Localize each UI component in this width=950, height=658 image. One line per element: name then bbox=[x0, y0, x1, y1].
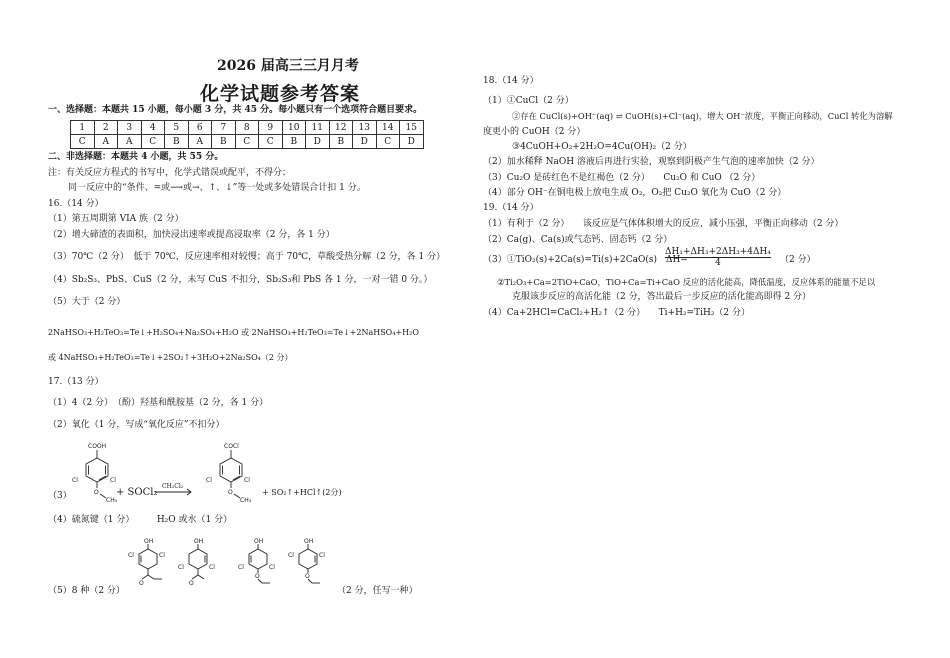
q17-part3-label: （3） bbox=[48, 491, 72, 501]
q18-answer-1: （1）①CuCl（2 分） bbox=[483, 96, 574, 106]
q17-heading: 17.（13 分） bbox=[48, 377, 104, 387]
q17-answer-5: （5）8 种（2 分） bbox=[48, 586, 125, 596]
answer-number-cell: 12 bbox=[329, 121, 353, 135]
note-line-2: 同一反应中的“条件、=或⟶或→、↑、↓”等一处或多处错误合计扣 1 分。 bbox=[68, 183, 366, 193]
exam-title: 2026 届高三三月月考 bbox=[217, 58, 359, 74]
answer-number-cell: 1 bbox=[71, 121, 95, 135]
iso1-cl-left: Cl bbox=[128, 552, 134, 559]
mol2-ch3-label: CH₃ bbox=[240, 497, 252, 504]
reaction-condition: CH₂Cl₂ bbox=[162, 483, 184, 490]
reaction-arrow bbox=[155, 488, 195, 496]
answer-key-cell: C bbox=[259, 135, 283, 149]
q19-answer-2: （2）Ca(g)、Ca(s)或气态钙、固态钙（2 分） bbox=[483, 235, 673, 245]
answer-key-cell: D bbox=[400, 135, 424, 149]
answer-number-row bbox=[71, 121, 424, 135]
mol1-cl-right: Cl bbox=[110, 477, 116, 484]
q16-heading: 16.（14 分） bbox=[48, 199, 104, 209]
answer-number-cell: 4 bbox=[141, 121, 165, 135]
mol2-cocl-label: COCl bbox=[224, 443, 239, 450]
q16-answer-4: （4）Sb₂S₃、PbS、CuS（2 分，未写 CuS 不扣分，Sb₂S₃和 PbS 各 1 分，一对一错 0 分。） bbox=[48, 275, 433, 285]
q17-answer-2: （2）氧化（1 分，写成“氧化反应”不扣分） bbox=[48, 420, 225, 430]
q18-answer-6: （3）Cu₂O 是砖红色不是红褐色（2 分） Cu₂O 和 CuO （2 分） bbox=[483, 173, 761, 183]
product-structure bbox=[206, 442, 256, 504]
iso3-cl-right: Cl bbox=[269, 564, 275, 571]
answer-key-cell: C bbox=[71, 135, 95, 149]
iso4-o-label: O bbox=[305, 573, 310, 580]
mol1-o-label: O bbox=[94, 489, 99, 496]
iso4-cl-right: Cl bbox=[319, 552, 325, 559]
mol1-cooh-label: COOH bbox=[88, 443, 107, 450]
answer-number-cell: 2 bbox=[94, 121, 118, 135]
isomer-structure-2 bbox=[176, 537, 220, 587]
answer-key-cell: C bbox=[141, 135, 165, 149]
iso2-o-label: O bbox=[189, 580, 194, 587]
q19-answer-6: （4）Ca+2HCl=CaCl₂+H₂↑（2 分） Ti+H₂=TiH₂（2 分） bbox=[483, 308, 750, 318]
q17-answer-1: （1）4（2 分） （酚）羟基和酰胺基（2 分，各 1 分） bbox=[48, 398, 269, 408]
iso1-o-label: O bbox=[139, 580, 144, 587]
isomer-structure-3 bbox=[236, 537, 280, 587]
answer-number-cell: 15 bbox=[400, 121, 424, 135]
answer-number-cell: 14 bbox=[376, 121, 400, 135]
q16-answer-1: （1）第五周期第 VIA 族（2 分） bbox=[48, 214, 184, 224]
answer-title: 化学试题参考答案 bbox=[200, 83, 361, 105]
answer-number-cell: 7 bbox=[212, 121, 236, 135]
answer-key-cell: B bbox=[165, 135, 189, 149]
iso2-cl-right: Cl bbox=[209, 564, 215, 571]
note-line-1: 注：有关反应方程式的书写中，化学式错误或配平，不得分； bbox=[48, 168, 292, 178]
mol1-ch3-label: CH₃ bbox=[106, 497, 118, 504]
answer-number-cell: 10 bbox=[282, 121, 306, 135]
answer-number-cell: 13 bbox=[353, 121, 377, 135]
q18-answer-2: ②存在 CuCl(s)+OH⁻(aq) ⇌ CuOH(s)+Cl⁻(aq)，增大 OH⁻浓度，平衡正向移动，CuCl 转化为溶解 bbox=[512, 111, 893, 121]
answer-key-cell: A bbox=[118, 135, 142, 149]
reagent-socl2: + SOCl₂ bbox=[116, 487, 158, 498]
iso2-cl-left: Cl bbox=[178, 564, 184, 571]
reactant-structure bbox=[72, 442, 122, 504]
fraction-numerator: ΔH₁+ΔH₃+2ΔH₃+4ΔH₄ bbox=[665, 247, 771, 257]
answer-number-cell: 6 bbox=[188, 121, 212, 135]
q19-answer-3a: （3）①TiO₂(s)+2Ca(s)=Ti(s)+2CaO(s) ΔH= bbox=[483, 255, 688, 265]
answer-number-cell: 11 bbox=[306, 121, 330, 135]
iso1-cl-right: Cl bbox=[159, 552, 165, 559]
answer-key-cell: B bbox=[212, 135, 236, 149]
answer-key-row bbox=[71, 135, 424, 149]
answer-key-cell: C bbox=[235, 135, 259, 149]
iso3-o-label: O bbox=[255, 573, 260, 580]
q19-answer-5: 克服该步反应的高活化能（2 分，答出最后一步反应的活化能高即得 2 分） bbox=[512, 292, 812, 302]
q16-equation-1: 2NaHSO₃+H₂TeO₃=Te↓+H₂SO₄+Na₂SO₄+H₂O 或 2NaHSO₃+H₂TeO₃=Te↓+2NaHSO₄+H₂O bbox=[48, 328, 419, 337]
delta-h-fraction bbox=[665, 247, 771, 268]
q18-answer-4: ③4CuOH+O₂+2H₂O=4Cu(OH)₂（2 分） bbox=[512, 142, 692, 152]
answer-key-cell: B bbox=[329, 135, 353, 149]
answer-number-cell: 9 bbox=[259, 121, 283, 135]
answer-number-cell: 8 bbox=[235, 121, 259, 135]
iso2-oh-label: OH bbox=[194, 538, 204, 545]
q17-answer-4: （4）硫氮键（1 分） H₂O 或水（1 分） bbox=[48, 515, 233, 525]
q16-equation-2: 或 4NaHSO₃+H₂TeO₃=Te↓+2SO₂↑+3H₂O+2Na₂SO₄（2 分） bbox=[48, 353, 293, 362]
mol1-cl-left: Cl bbox=[72, 477, 78, 484]
answer-number-cell: 5 bbox=[165, 121, 189, 135]
q16-answer-2: （2）增大碲渣的表面积，加快浸出速率或提高浸取率（2 分，各 1 分） bbox=[48, 230, 335, 240]
answer-key-cell: A bbox=[94, 135, 118, 149]
answer-key-cell: D bbox=[353, 135, 377, 149]
q16-answer-3: （3）70℃（2 分） 低于 70℃，反应速率相对较慢；高于 70℃，草酸受热分解（2 分，各 1 分） bbox=[48, 252, 446, 262]
iso4-oh-label: OH bbox=[304, 538, 314, 545]
section2-heading: 二、非选择题：本题共 4 小题，共 55 分。 bbox=[48, 152, 224, 162]
iso4-cl-left: Cl bbox=[288, 552, 294, 559]
fraction-denominator: 4 bbox=[665, 257, 771, 268]
answer-table bbox=[70, 120, 424, 149]
mol2-cl-left: Cl bbox=[206, 477, 212, 484]
q19-answer-3b: （2 分） bbox=[780, 255, 816, 265]
answer-key-cell: A bbox=[188, 135, 212, 149]
q19-answer-4: ②Ti₂O₃+Ca=2TiO+CaO，TiO+Ca=Ti+CaO 反应的活化能高，降低温度，反应体系的能量不足以 bbox=[497, 277, 876, 287]
section1-heading: 一、选择题：本题共 15 小题，每小题 3 分，共 45 分。每小题只有一个选项符合题目要求。 bbox=[48, 105, 423, 115]
q18-answer-7: （4）部分 OH⁻在铜电极上放电生成 O₂，O₂把 Cu₂O 氧化为 CuO（2 分） bbox=[483, 188, 787, 198]
mol2-cl-right: Cl bbox=[244, 477, 250, 484]
answer-key-cell: C bbox=[376, 135, 400, 149]
isomer-structure-4 bbox=[286, 537, 330, 587]
q17-answer-5-note: （2 分，任写一种） bbox=[337, 586, 418, 596]
iso3-cl-left: Cl bbox=[238, 564, 244, 571]
answer-key-cell: D bbox=[306, 135, 330, 149]
iso3-oh-label: OH bbox=[254, 538, 264, 545]
answer-key-cell: B bbox=[282, 135, 306, 149]
q16-answer-5: （5）大于（2 分） bbox=[48, 297, 126, 307]
q19-heading: 19.（14 分） bbox=[483, 203, 539, 213]
q18-heading: 18.（14 分） bbox=[483, 76, 539, 86]
q18-answer-5: （2）加水稀释 NaOH 溶液后再进行实验，观察到阴极产生气泡的速率加快（2 分） bbox=[483, 157, 820, 167]
mol2-o-label: O bbox=[228, 489, 233, 496]
answer-number-cell: 3 bbox=[118, 121, 142, 135]
q18-answer-3: 度更小的 CuOH（2 分） bbox=[483, 127, 586, 137]
reaction-byproducts: + SO₂↑+HCl↑(2分) bbox=[262, 488, 342, 497]
q19-answer-1: （1）有利于（2 分） 该反应是气体体积增大的反应，减小压强，平衡正向移动（2 分） bbox=[483, 219, 844, 229]
isomer-structure-1 bbox=[126, 537, 170, 587]
iso1-oh-label: OH bbox=[144, 538, 154, 545]
